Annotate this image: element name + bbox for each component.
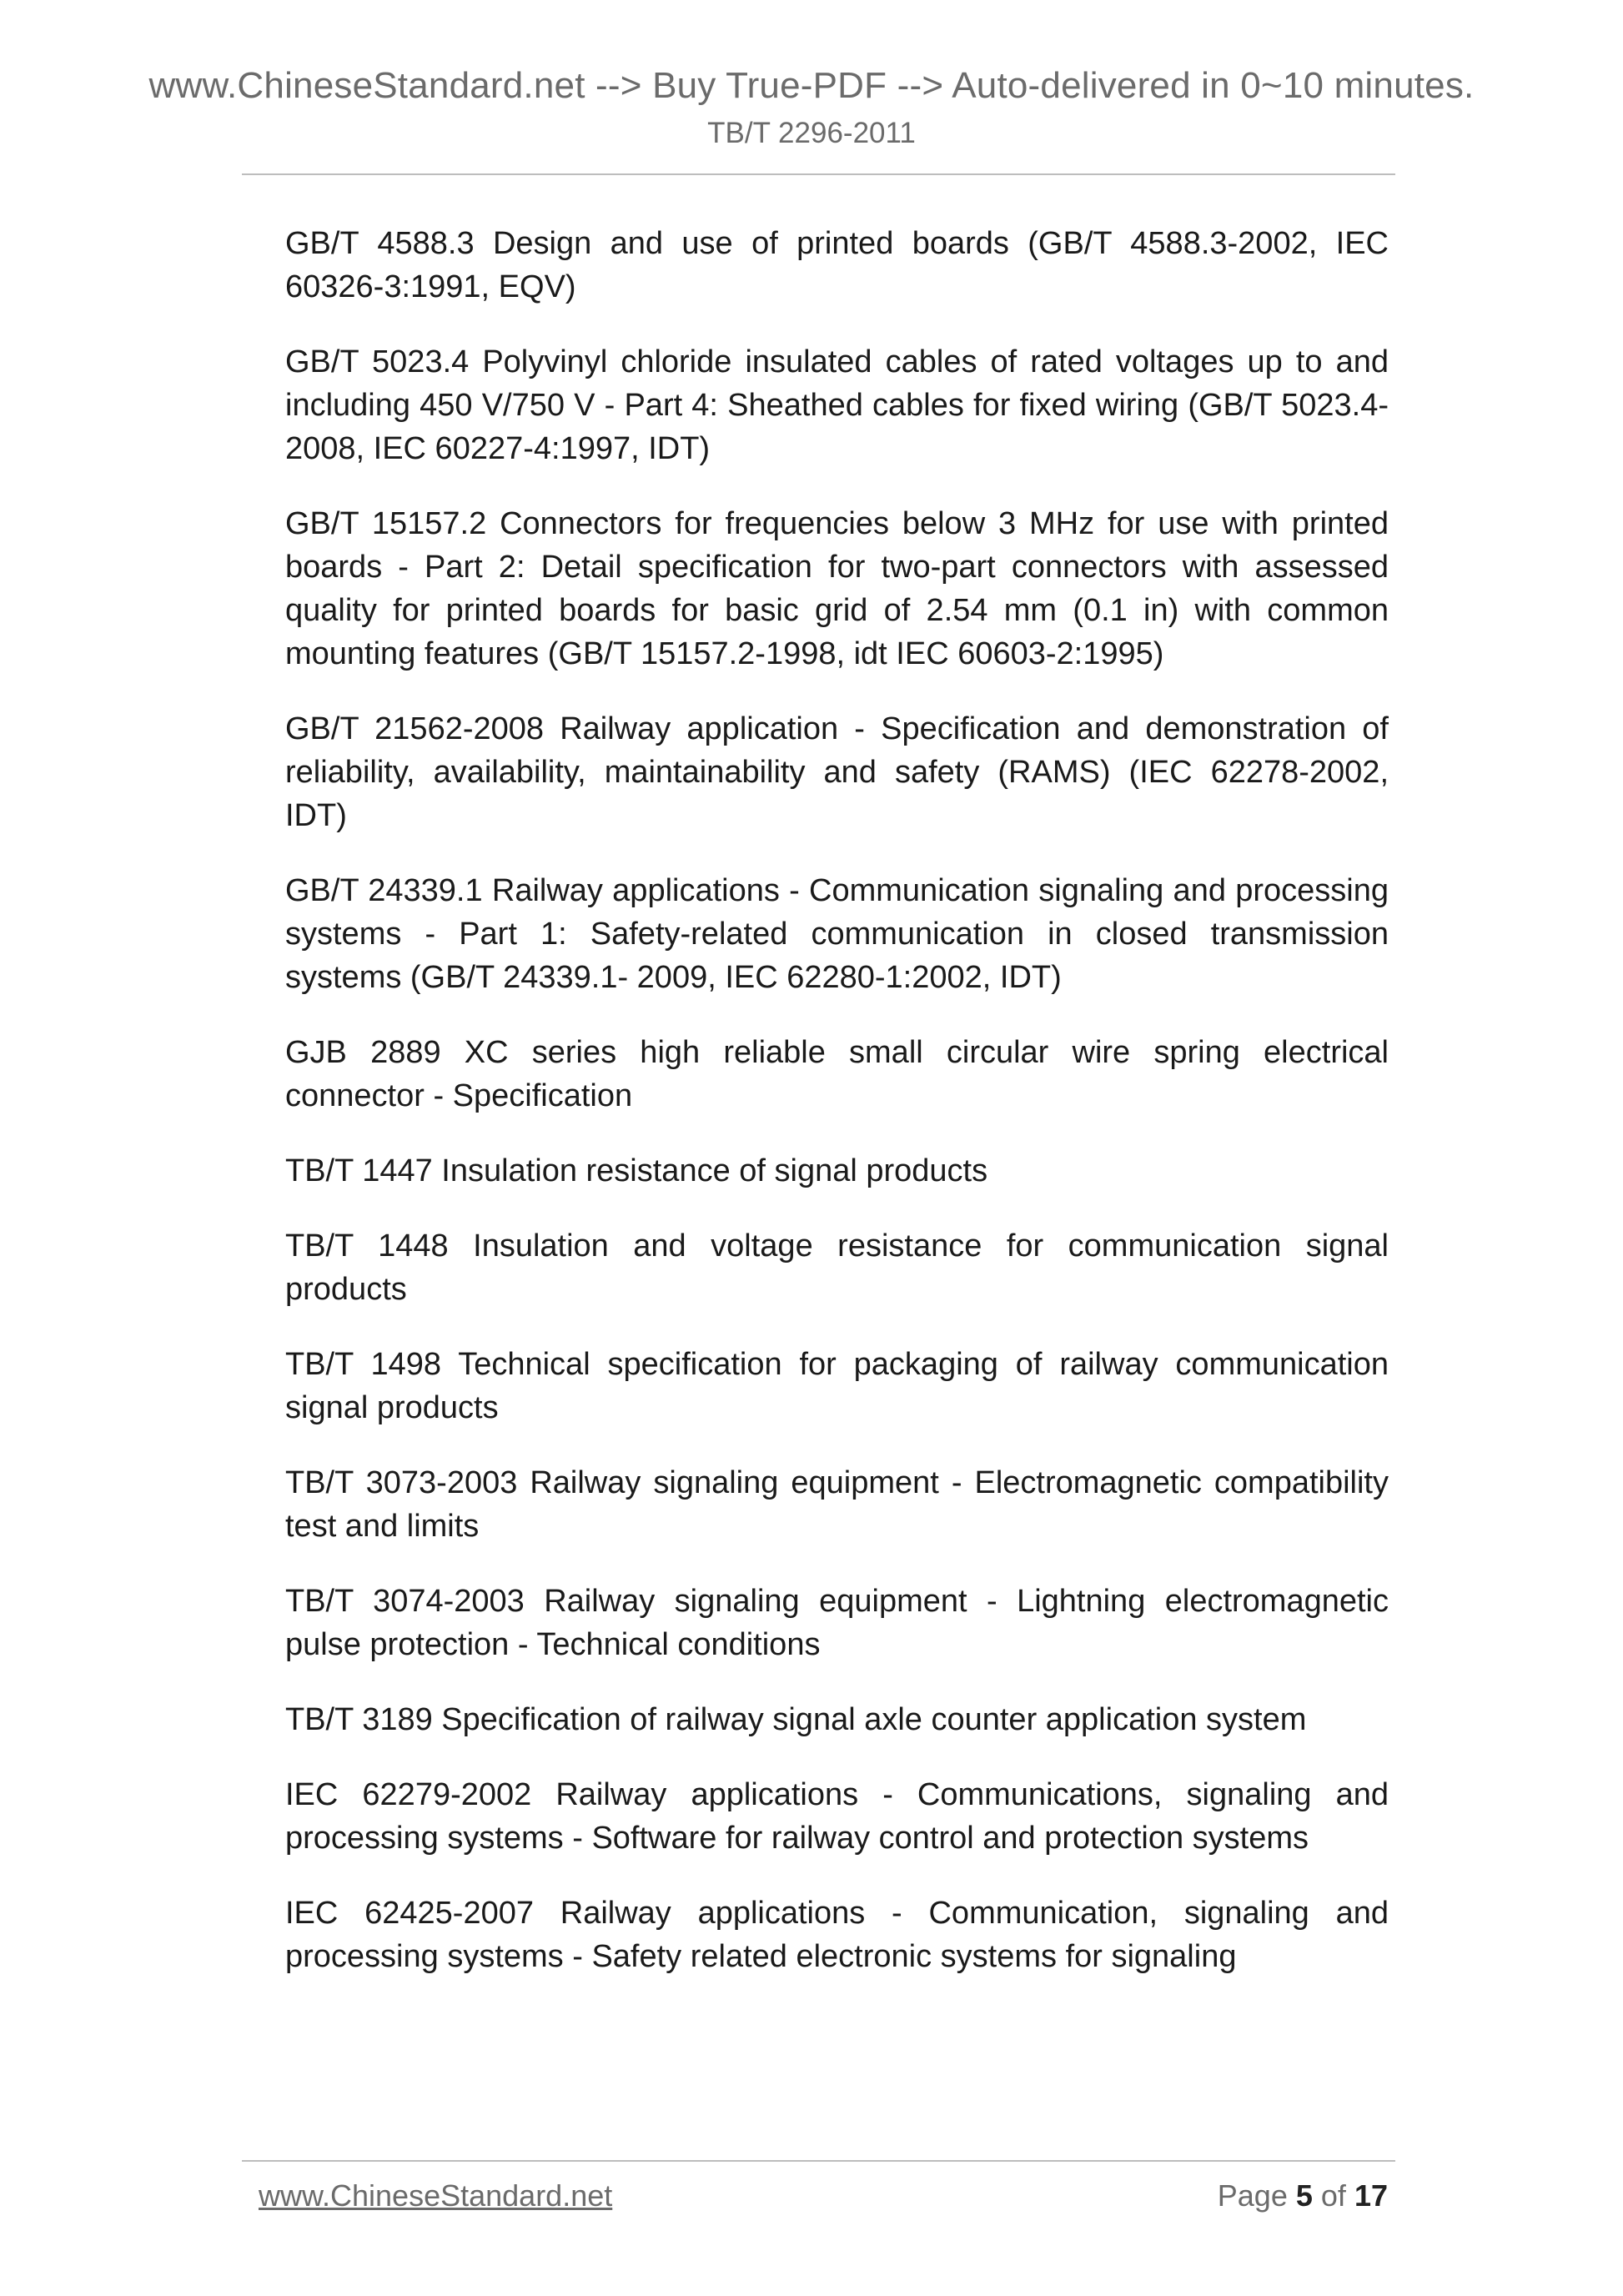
reference-entry: GB/T 4588.3 Design and use of printed boards (GB/T 4588.3-2002, IEC 60326-3:1991, EQV) (285, 226, 1389, 304)
header-banner: www.ChineseStandard.net --> Buy True-PDF --> Auto-delivered in 0~10 minutes. (148, 65, 1475, 106)
reference-entry: GJB 2889 XC series high reliable small circular wire spring electrical connector - Specification (285, 1035, 1389, 1113)
reference-entry: GB/T 5023.4 Polyvinyl chloride insulated cables of rated voltages up to and including 450 V/750 V - Part 4: Sheathed cables for fixed wiring (GB/T 5023.4-2008, IEC 60227-4:1997, IDT) (285, 344, 1389, 466)
normative-references-list (285, 222, 1389, 2010)
reference-entry: TB/T 1498 Technical specification for packaging of railway communication signal products (285, 1347, 1389, 1425)
page-indicator (1218, 2178, 1388, 2213)
reference-entry: TB/T 3073-2003 Railway signaling equipment - Electromagnetic compatibility test and limits (285, 1465, 1389, 1544)
footer-site-link[interactable]: www.ChineseStandard.net (259, 2178, 613, 2213)
header-divider (242, 173, 1395, 175)
reference-entry: GB/T 15157.2 Connectors for frequencies below 3 MHz for use with printed boards - Part 2: Detail specification for two-part connectors with assessed quality for printed boards for basic grid of 2.54 mm (0.1 in) with common mounting features (GB/T 15157.2-1998, idt IEC 60603-2:1995) (285, 506, 1389, 671)
page-number: 5 (1295, 2178, 1313, 2213)
footer-divider (242, 2160, 1395, 2162)
document-code: TB/T 2296-2011 (707, 117, 916, 149)
reference-entry: GB/T 21562-2008 Railway application - Specification and demonstration of reliability, availability, maintainability and safety (RAMS) (IEC 62278-2002, IDT) (285, 711, 1389, 833)
page-of: of (1320, 2178, 1346, 2213)
reference-entry: GB/T 24339.1 Railway applications - Communication signaling and processing systems - Part 1: Safety-related communication in closed transmission systems (GB/T 24339.1- 2009, IEC 62280-1:2002, IDT) (285, 873, 1389, 995)
reference-entry: IEC 62279-2002 Railway applications - Communications, signaling and processing systems - Software for railway control and protection systems (285, 1777, 1389, 1856)
page-total: 17 (1354, 2178, 1388, 2213)
reference-entry: TB/T 1448 Insulation and voltage resistance for communication signal products (285, 1228, 1389, 1307)
reference-entry: TB/T 3189 Specification of railway signal axle counter application system (285, 1702, 1307, 1737)
reference-entry: IEC 62425-2007 Railway applications - Communication, signaling and processing systems - Safety related electronic systems for signaling (285, 1896, 1389, 1974)
reference-entry: TB/T 1447 Insulation resistance of signal products (285, 1153, 988, 1188)
reference-entry: TB/T 3074-2003 Railway signaling equipment - Lightning electromagnetic pulse protection - Technical conditions (285, 1584, 1389, 1662)
page-prefix: Page (1217, 2178, 1288, 2213)
